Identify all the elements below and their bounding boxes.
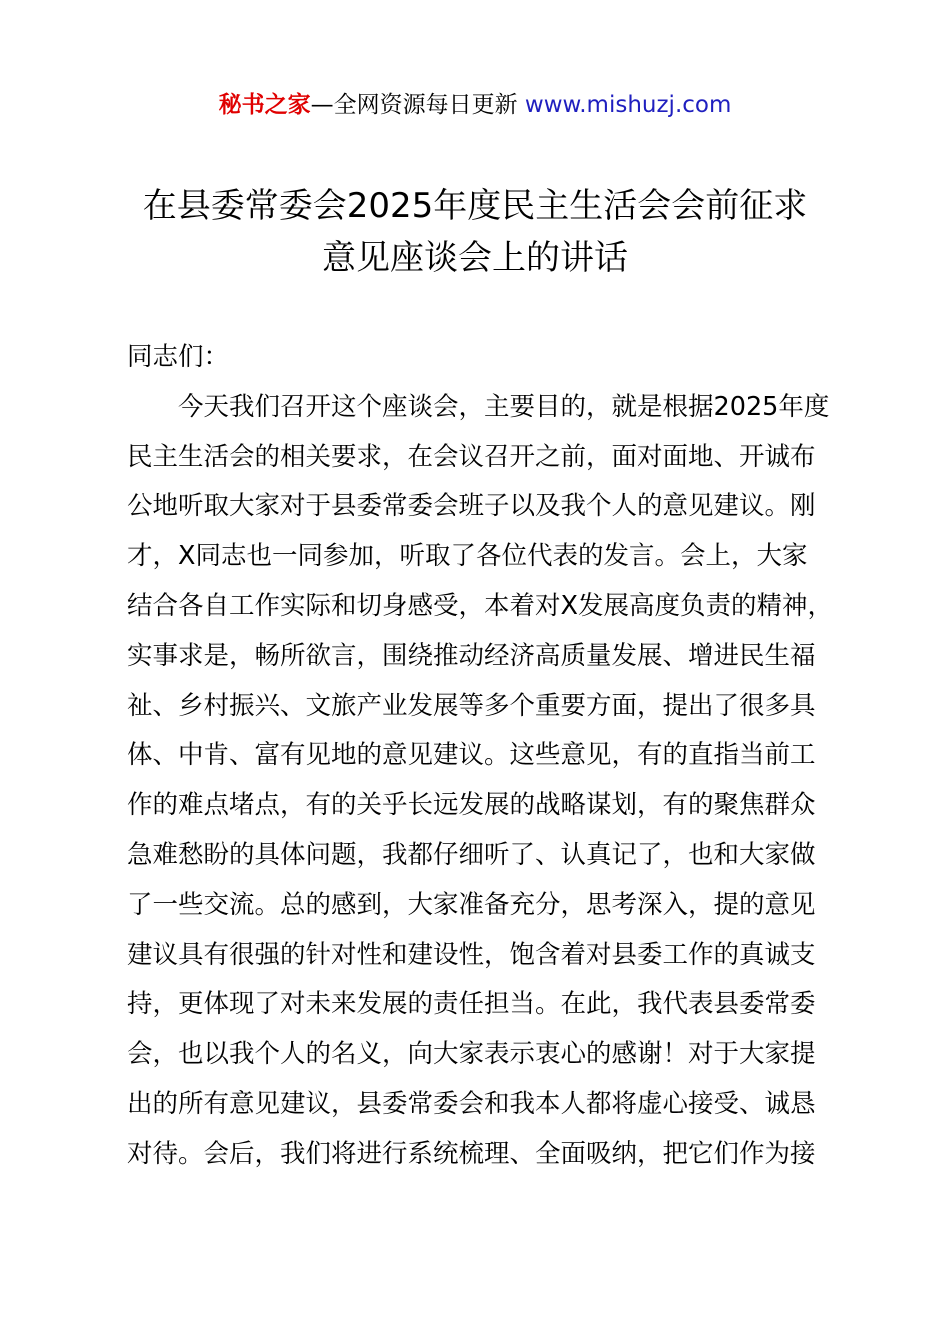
paragraph-line: 祉、乡村振兴、文旅产业发展等多个重要方面，提出了很多具: [127, 690, 816, 721]
paragraph-line: 急难愁盼的具体问题，我都仔细听了、认真记了，也和大家做: [127, 839, 816, 870]
paragraph-line: 对待。会后，我们将进行系统梳理、全面吸纳，把它们作为接: [127, 1138, 816, 1169]
paragraph-line: 体、中肯、富有见地的意见建议。这些意见，有的直指当前工: [127, 740, 816, 771]
paragraph-line: 会，也以我个人的名义，向大家表示衷心的感谢！对于大家提: [127, 1039, 816, 1070]
paragraph-line: 才，X同志也一同参加，听取了各位代表的发言。会上，大家: [127, 541, 808, 572]
document-body: [127, 333, 847, 1180]
paragraph-line: 了一些交流。总的感到，大家准备充分，思考深入，提的意见: [127, 889, 816, 920]
paragraph-line: 今天我们召开这个座谈会，主要目的，就是根据2025年度: [178, 391, 830, 422]
paragraph-line: 出的所有意见建议，县委常委会和我本人都将虚心接受、诚恳: [127, 1088, 816, 1119]
paragraph-line: 作的难点堵点，有的关乎长远发展的战略谋划，有的聚焦群众: [127, 790, 816, 821]
header-tagline: —全网资源每日更新: [310, 92, 518, 118]
paragraph-line: 持，更体现了对未来发展的责任担当。在此，我代表县委常委: [127, 989, 816, 1020]
site-header: [0, 88, 950, 122]
paragraph-line: 公地听取大家对于县委常委会班子以及我个人的意见建议。刚: [127, 491, 816, 522]
document-title: [100, 180, 850, 284]
paragraph-line: 建议具有很强的针对性和建设性，饱含着对县委工作的真诚支: [127, 939, 816, 970]
title-line-2: 意见座谈会上的讲话: [322, 238, 628, 278]
salutation: 同志们：: [127, 342, 230, 372]
paragraph-line: 民主生活会的相关要求，在会议召开之前，面对面地、开诚布: [127, 441, 816, 472]
title-line-1: 在县委常委会2025年度民主生活会会前征求: [142, 186, 808, 226]
paragraph-line: 实事求是，畅所欲言，围绕推动经济高质量发展、增进民生福: [127, 640, 816, 671]
paragraph-line: 结合各自工作实际和切身感受，本着对X发展高度负责的精神，: [127, 590, 833, 621]
site-url-link[interactable]: www.mishuzj.com: [524, 92, 732, 118]
brand-name: 秘书之家: [218, 92, 311, 118]
